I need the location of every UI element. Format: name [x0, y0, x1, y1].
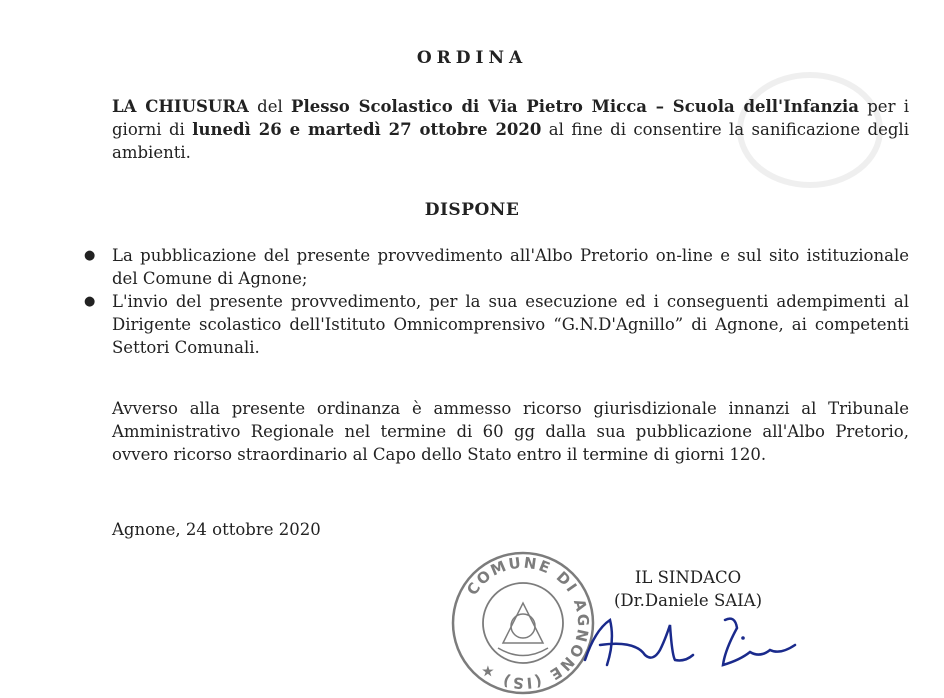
list-item: [78, 290, 909, 359]
list-item-text: L'invio del presente provvedimento, per la sua esecuzione ed i conseguenti adempimenti al Dirigente scolastico dell'Istituto Omnicomprensivo “G.N.D'Agnillo” di Agnone, ai competenti Settori Comunali.: [112, 292, 909, 357]
text-span: per i giorni di: [112, 97, 910, 139]
svg-text:COMUNE DI AGNONE (IS) ★: COMUNE DI AGNONE (IS) ★: [463, 553, 593, 693]
bullet-icon: ●: [84, 294, 96, 309]
list-item-text: La pubblicazione del presente provvedimento all'Albo Pretorio on-line e sul sito istituzionale del Comune di Agnone;: [112, 246, 909, 288]
text-span: al fine di consentire la sanificazione degli ambienti.: [112, 120, 909, 162]
dispone-list: [78, 244, 909, 359]
ordina-paragraph: [112, 95, 909, 164]
dates-bold: lunedì 26 e martedì 27 ottobre 2020: [192, 120, 542, 139]
chiusura-bold: LA CHIUSURA: [112, 97, 249, 116]
handwritten-signature: [575, 600, 805, 680]
plesso-bold: Plesso Scolastico di Via Pietro Micca – Scuola dell'Infanzia: [291, 97, 859, 116]
ricorso-paragraph: Avverso alla presente ordinanza è ammesso ricorso giurisdizionale innanzi al Tribunale Amministrativo Regionale nel termine di 60 gg dalla sua pubblicazione all'Albo Pretorio, ovvero ricorso straordinario al Capo dello Stato entro il termine di giorni 120.: [112, 399, 909, 464]
signatory-name: (Dr.Daniele SAIA): [613, 591, 763, 610]
place-date: Agnone, 24 ottobre 2020: [112, 520, 321, 539]
text-span: del: [248, 97, 292, 116]
list-item: [78, 244, 909, 290]
signatory-role: IL SINDACO: [634, 568, 742, 587]
ordina-heading: ORDINA: [416, 48, 528, 68]
dispone-heading: DISPONE: [424, 200, 520, 220]
bullet-icon: ●: [84, 248, 96, 263]
